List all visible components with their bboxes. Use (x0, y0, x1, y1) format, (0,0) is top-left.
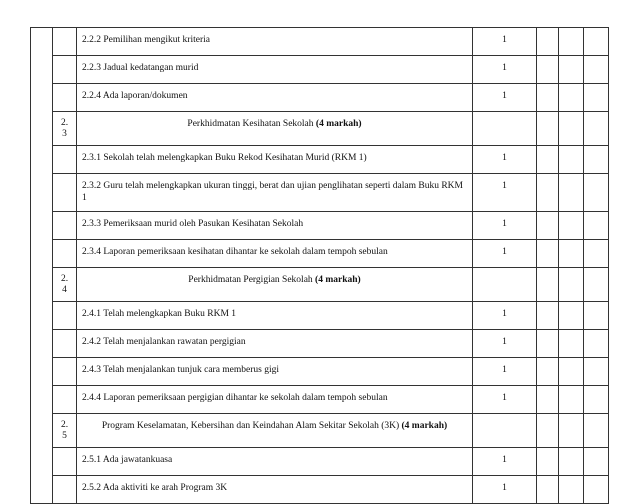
score-cell-b (559, 240, 584, 268)
section-number-cell (53, 174, 77, 212)
item-row (31, 240, 609, 268)
criterion-text: 2.4.1 Telah melengkapkan Buku RKM 1 (77, 302, 473, 330)
score-cell-a (537, 358, 559, 386)
mark-cell: 1 (473, 448, 537, 476)
item-row (31, 302, 609, 330)
score-cell-b (559, 174, 584, 212)
mark-cell: 1 (473, 386, 537, 414)
score-cell-b (559, 414, 584, 448)
score-cell-c (584, 414, 609, 448)
section-number-major: 2. (60, 118, 69, 128)
score-cell-c (584, 476, 609, 504)
criterion-text: 2.4.2 Telah menjalankan rawatan pergigian (77, 330, 473, 358)
mark-cell: 1 (473, 476, 537, 504)
score-cell-c (584, 112, 609, 146)
section-number-cell (53, 476, 77, 504)
section-row (31, 112, 609, 146)
score-cell-b (559, 268, 584, 302)
score-cell-a (537, 28, 559, 56)
score-cell-a (537, 448, 559, 476)
mark-cell: 1 (473, 174, 537, 212)
item-row (31, 448, 609, 476)
score-cell-a (537, 212, 559, 240)
section-number-cell (53, 28, 77, 56)
score-cell-b (559, 146, 584, 174)
mark-cell: 1 (473, 302, 537, 330)
score-cell-a (537, 174, 559, 212)
mark-cell: 1 (473, 240, 537, 268)
score-cell-c (584, 174, 609, 212)
score-cell-a (537, 146, 559, 174)
section-number-cell (53, 240, 77, 268)
score-cell-c (584, 302, 609, 330)
score-cell-b (559, 56, 584, 84)
left-margin-cell (31, 28, 53, 504)
item-row (31, 28, 609, 56)
score-cell-c (584, 240, 609, 268)
checklist-body (31, 28, 609, 504)
criterion-text: 2.2.4 Ada laporan/dokumen (77, 84, 473, 112)
score-cell-c (584, 28, 609, 56)
score-cell-a (537, 84, 559, 112)
section-title-cell (77, 268, 473, 302)
score-cell-a (537, 302, 559, 330)
score-cell-b (559, 84, 584, 112)
score-cell-c (584, 358, 609, 386)
criterion-text: 2.2.2 Pemilihan mengikut kriteria (77, 28, 473, 56)
mark-cell: 1 (473, 28, 537, 56)
section-row (31, 268, 609, 302)
score-cell-c (584, 386, 609, 414)
section-number-cell (53, 330, 77, 358)
section-number-cell (53, 302, 77, 330)
score-cell-b (559, 28, 584, 56)
section-number-cell (53, 386, 77, 414)
score-cell-a (537, 112, 559, 146)
criterion-text: 2.4.3 Telah menjalankan tunjuk cara memberus gigi (77, 358, 473, 386)
criterion-text: 2.4.4 Laporan pemeriksaan pergigian dihantar ke sekolah dalam tempoh sebulan (77, 386, 473, 414)
score-cell-a (537, 330, 559, 358)
criterion-text: 2.3.1 Sekolah telah melengkapkan Buku Rekod Kesihatan Murid (RKM 1) (77, 146, 473, 174)
section-marks: (4 markah) (315, 119, 362, 129)
score-cell-c (584, 212, 609, 240)
section-number-major: 2. (60, 420, 69, 430)
score-cell-a (537, 414, 559, 448)
criterion-text: 2.2.3 Jadual kedatangan murid (77, 56, 473, 84)
section-number-cell (53, 448, 77, 476)
item-row (31, 174, 609, 212)
section-number-cell (53, 212, 77, 240)
section-marks: (4 markah) (315, 275, 361, 285)
item-row (31, 476, 609, 504)
score-cell-c (584, 330, 609, 358)
section-number-cell (53, 414, 77, 448)
section-number-major: 2. (60, 274, 69, 284)
mark-cell: 1 (473, 358, 537, 386)
score-cell-a (537, 476, 559, 504)
section-number-minor: 4 (62, 285, 67, 295)
section-number-cell (53, 268, 77, 302)
score-cell-b (559, 112, 584, 146)
item-row (31, 84, 609, 112)
item-row (31, 212, 609, 240)
mark-cell: 1 (473, 56, 537, 84)
item-row (31, 146, 609, 174)
score-cell-c (584, 268, 609, 302)
mark-cell: 1 (473, 84, 537, 112)
score-cell-b (559, 448, 584, 476)
section-row (31, 414, 609, 448)
score-cell-b (559, 386, 584, 414)
score-cell-b (559, 476, 584, 504)
section-marks: (4 markah) (401, 421, 448, 431)
item-row (31, 386, 609, 414)
section-number-cell (53, 112, 77, 146)
criterion-text: 2.3.2 Guru telah melengkapkan ukuran tinggi, berat dan ujian penglihatan seperti dalam Buku RKM 1 (77, 174, 473, 212)
score-cell-a (537, 268, 559, 302)
section-number-cell (53, 146, 77, 174)
mark-cell: 1 (473, 212, 537, 240)
mark-cell: 1 (473, 330, 537, 358)
section-number-minor: 3 (62, 129, 67, 139)
criterion-text: 2.3.3 Pemeriksaan murid oleh Pasukan Kesihatan Sekolah (77, 212, 473, 240)
mark-cell (473, 112, 537, 146)
section-number-cell (53, 84, 77, 112)
score-cell-c (584, 84, 609, 112)
item-row (31, 358, 609, 386)
section-number-cell (53, 358, 77, 386)
section-number-minor: 5 (62, 431, 67, 441)
section-number-cell (53, 56, 77, 84)
score-cell-a (537, 386, 559, 414)
section-title: Program Keselamatan, Kebersihan dan Keindahan Alam Sekitar Sekolah (3K) (101, 421, 400, 431)
criterion-text: 2.3.4 Laporan pemeriksaan kesihatan dihantar ke sekolah dalam tempoh sebulan (77, 240, 473, 268)
mark-cell (473, 268, 537, 302)
score-cell-c (584, 56, 609, 84)
section-title: Perkhidmatan Kesihatan Sekolah (187, 119, 314, 129)
item-row (31, 330, 609, 358)
mark-cell (473, 414, 537, 448)
section-title-cell (77, 112, 473, 146)
score-cell-a (537, 56, 559, 84)
section-title: Perkhidmatan Pergigian Sekolah (188, 275, 313, 285)
score-cell-b (559, 212, 584, 240)
score-cell-c (584, 146, 609, 174)
criterion-text: 2.5.2 Ada aktiviti ke arah Program 3K (77, 476, 473, 504)
score-cell-a (537, 240, 559, 268)
criterion-text: 2.5.1 Ada jawatankuasa (77, 448, 473, 476)
section-title-cell (77, 414, 473, 448)
score-cell-b (559, 330, 584, 358)
item-row (31, 56, 609, 84)
mark-cell: 1 (473, 146, 537, 174)
checklist-table (30, 27, 609, 504)
score-cell-c (584, 448, 609, 476)
score-cell-b (559, 302, 584, 330)
score-cell-b (559, 358, 584, 386)
